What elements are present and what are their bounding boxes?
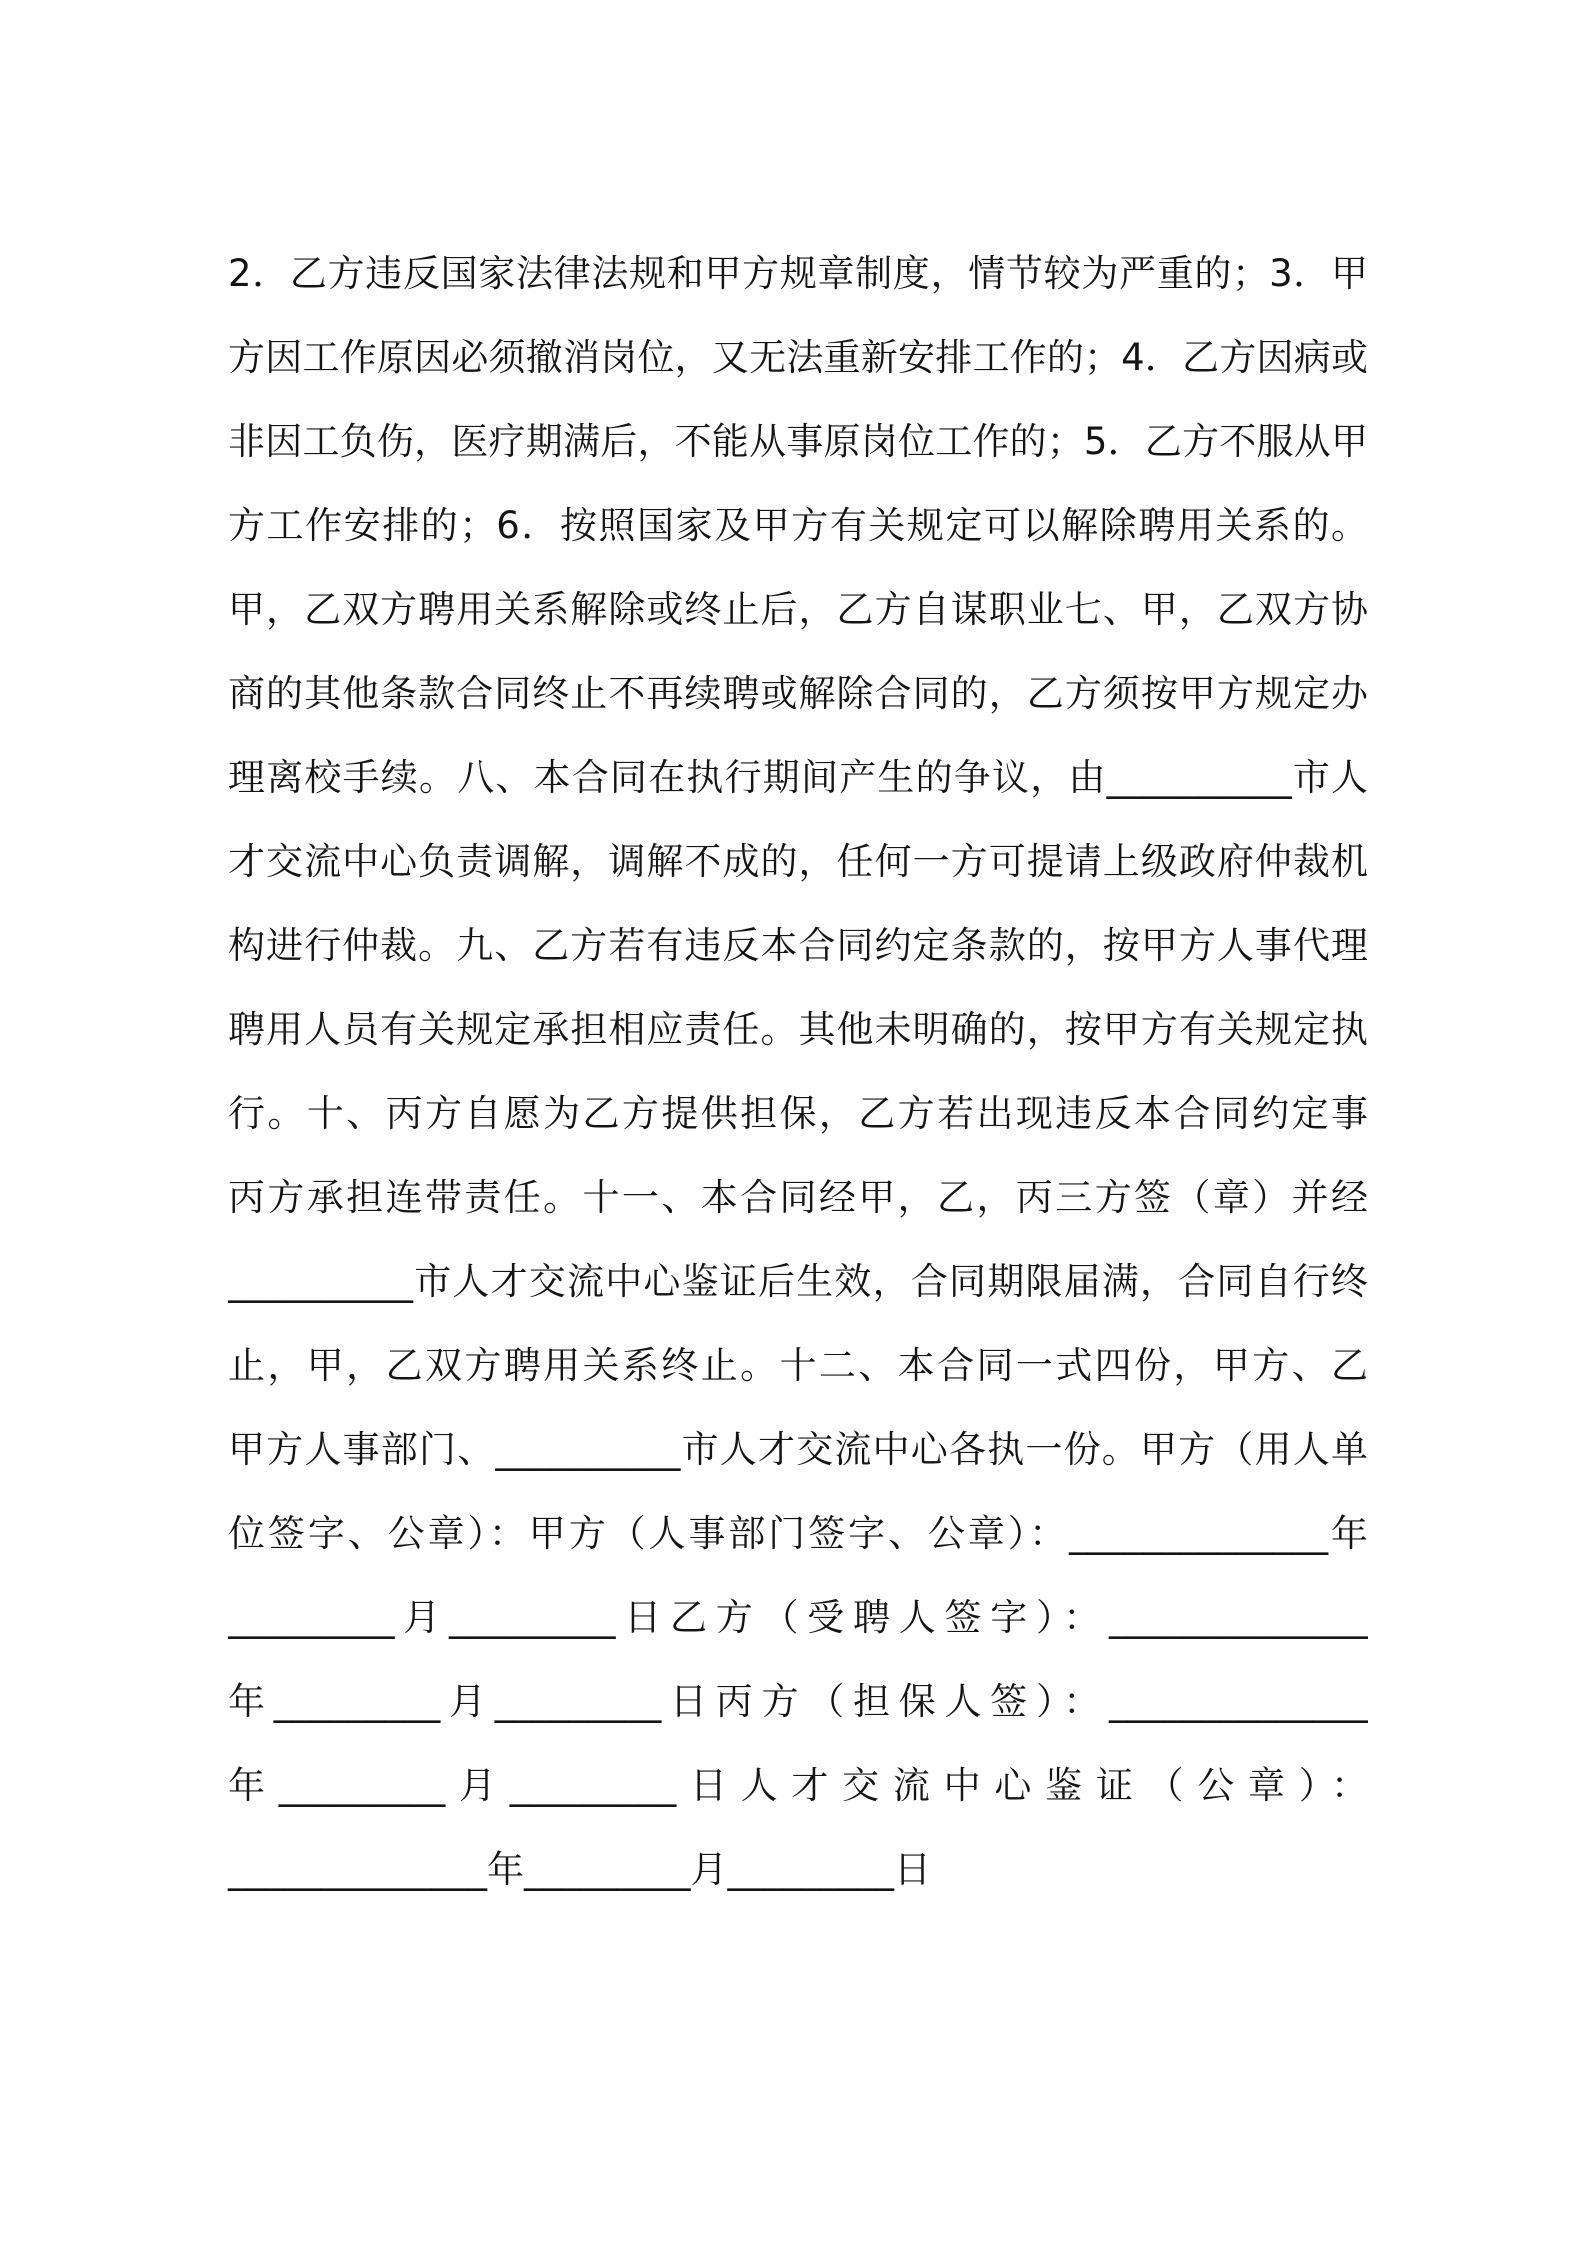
- text-line: 才交流中心负责调解，调解不成的，任何一方可提请上级政府仲裁机: [228, 840, 1368, 883]
- contract-text: [228, 232, 1368, 1912]
- text-line: 方工作安排的；6．按照国家及甲方有关规定可以解除聘用关系的。: [228, 504, 1368, 547]
- text-line: 聘用人员有关规定承担相应责任。其他未明确的，按甲方有关规定执: [228, 1008, 1368, 1051]
- text-line: 甲方人事部门、__________市人才交流中心各执一份。甲方（用人单: [228, 1428, 1368, 1471]
- text-line: 丙方承担连带责任。十一、本合同经甲，乙，丙三方签（章）并经: [228, 1176, 1368, 1219]
- text-line: 方因工作原因必须撤消岗位，又无法重新安排工作的；4．乙方因病或: [228, 336, 1368, 379]
- text-line: 止，甲，乙双方聘用关系终止。十二、本合同一式四份，甲方、乙: [228, 1344, 1368, 1387]
- text-line: 位签字、公章）：甲方（人事部门签字、公章）：______________年: [228, 1512, 1368, 1555]
- text-line: 构进行仲裁。九、乙方若有违反本合同约定条款的，按甲方人事代理: [228, 924, 1368, 967]
- text-line: _________月_________日乙方（受聘人签字）：______________: [228, 1596, 1368, 1639]
- text-line: 甲，乙双方聘用关系解除或终止后，乙方自谋职业七、甲，乙双方协: [228, 588, 1368, 631]
- text-line: 2．乙方违反国家法律法规和甲方规章制度，情节较为严重的；3．甲: [228, 252, 1368, 295]
- text-line: __________市人才交流中心鉴证后生效，合同期限届满，合同自行终: [228, 1260, 1368, 1303]
- text-line: 年_________月_________日丙方（担保人签）：______________: [228, 1680, 1368, 1723]
- text-line: 行。十、丙方自愿为乙方提供担保，乙方若出现违反本合同约定事: [228, 1092, 1368, 1135]
- text-line: ______________年_________月_________日: [228, 1848, 931, 1891]
- text-line: 理离校手续。八、本合同在执行期间产生的争议，由__________市人: [228, 756, 1368, 799]
- text-line: 商的其他条款合同终止不再续聘或解除合同的，乙方须按甲方规定办: [228, 672, 1368, 715]
- text-line: 非因工负伤，医疗期满后，不能从事原岗位工作的；5．乙方不服从甲: [228, 420, 1368, 463]
- text-line: 年_________月_________日人才交流中心鉴证（公章）：: [228, 1764, 1368, 1807]
